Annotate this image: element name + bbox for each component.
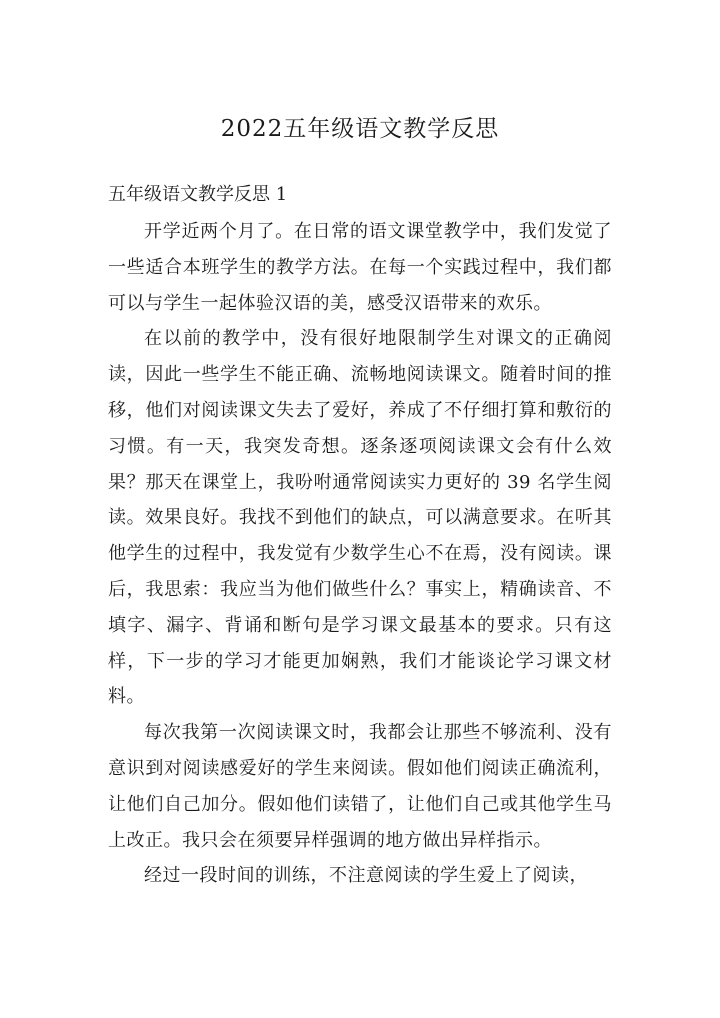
paragraph: 开学近两个月了。在日常的语文课堂教学中，我们发觉了一些适合本班学生的教学方法。在每一个实践过程中，我们都可以与学生一起体验汉语的美，感受汉语带来的欢乐。 <box>108 221 612 314</box>
paragraph: 在以前的教学中，没有很好地限制学生对课文的正确阅读，因此一些学生不能正确、流畅地阅读课文。随着时间的推移，他们对阅读课文失去了爱好，养成了不仔细打算和敷衍的习惯。有一天，我突发奇想。逐条逐项阅读课文会有什么效果？那天在课堂上，我吩咐通常阅读实力更好的 39 名学生阅读。效果良好。我找不到他们的缺点，可以满意要求。在听其他学生的过程中，我发觉有少数学生心不在焉，没有阅读。课后，我思索：我应当为他们做些什么？事实上，精确读音、不填字、漏字、背诵和断句是学习课文最基本的要求。只有这样，下一步的学习才能更加娴熟，我们才能谈论学习课文材料。 <box>108 328 612 708</box>
paragraph: 经过一段时间的训练，不注意阅读的学生爱上了阅读， <box>144 865 588 887</box>
paragraph: 每次我第一次阅读课文时，我都会让那些不够流利、没有意识到对阅读感爱好的学生来阅读。假如他们阅读正确流利，让他们自己加分。假如他们读错了，让他们自己或其他学生马上改正。我只会在须要异样强调的地方做出异样指示。 <box>108 722 612 851</box>
document-title: 2022五年级语文教学反思 <box>220 116 500 142</box>
section-heading: 五年级语文教学反思 1 <box>108 184 288 205</box>
document-body <box>108 214 612 894</box>
